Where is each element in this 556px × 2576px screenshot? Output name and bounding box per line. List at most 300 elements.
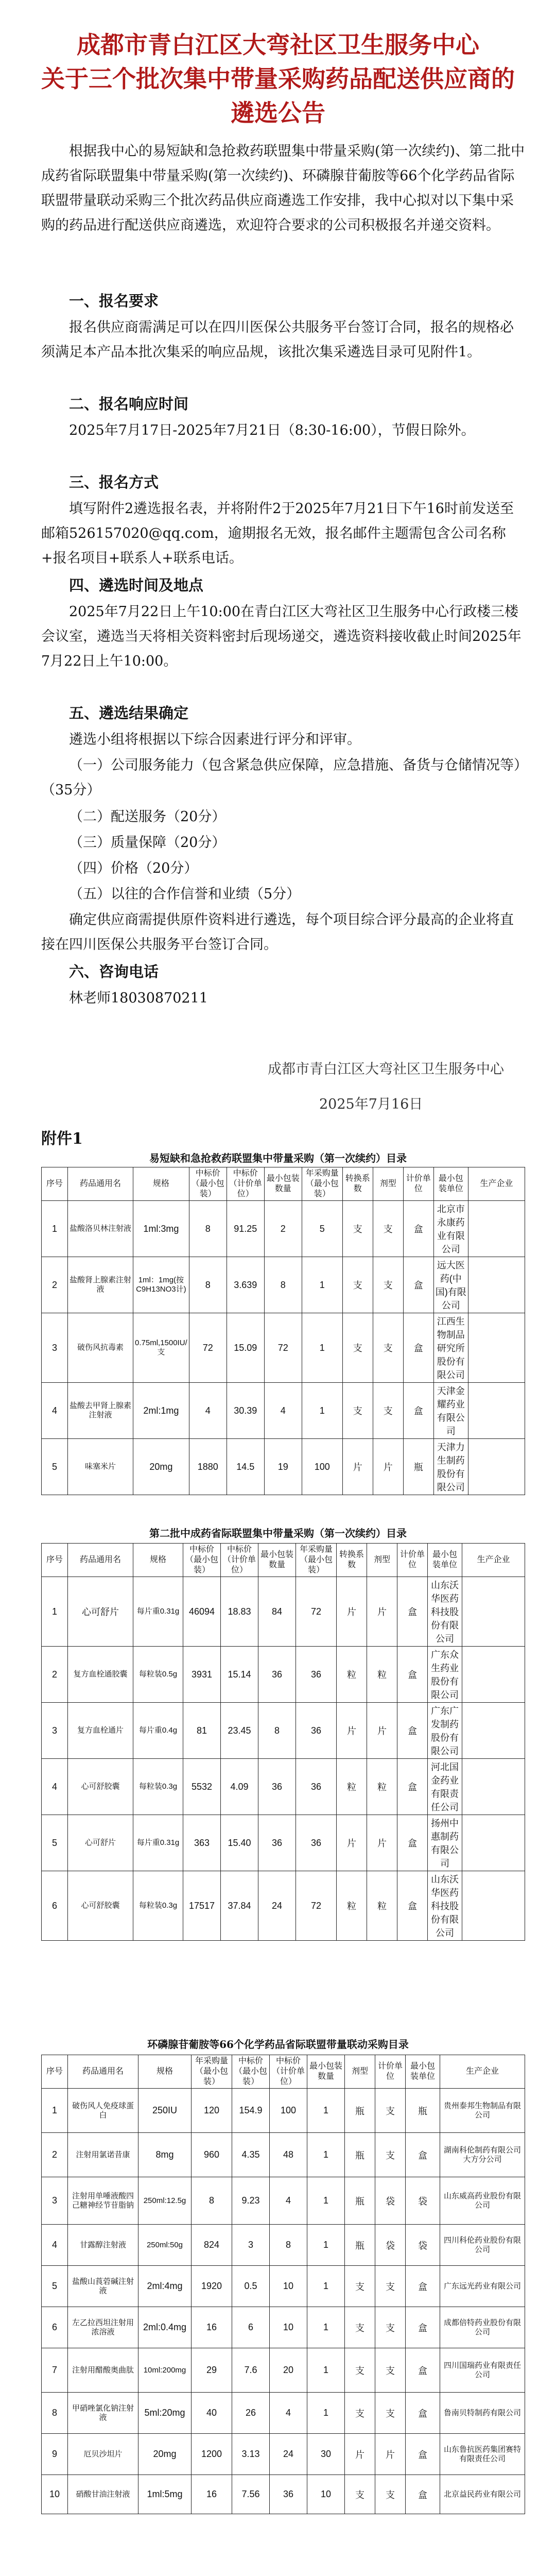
col-header: 年采购量（最小包装） [296, 1544, 337, 1577]
table-cell: 14.5 [227, 1439, 264, 1495]
signature-date: 2025年7月16日 [319, 1096, 423, 1112]
table-cell: 盒 [406, 2133, 440, 2177]
table-cell: 山东沃华医药科技股份有限公司 [428, 1577, 462, 1647]
table-cell: 支 [375, 2393, 406, 2434]
table-cell: 10 [307, 2475, 345, 2514]
table-cell: 四川科伦药业股份有限公司 [440, 2225, 525, 2266]
table-cell: 每片重0.31g [133, 1815, 183, 1871]
table-cell: 1 [307, 2089, 345, 2133]
table-cell: 硝酸甘油注射液 [68, 2475, 138, 2514]
table-cell: 7.56 [232, 2475, 270, 2514]
col-header: 中标价（计价单位） [221, 1544, 258, 1577]
col-header: 规格 [133, 1167, 189, 1201]
table-cell: 24 [258, 1871, 296, 1941]
table-cell: 支 [373, 1383, 403, 1439]
table-cell: 15.40 [221, 1815, 258, 1871]
col-header: 年采购量（最小包装） [302, 1167, 342, 1201]
table-cell: 湖南科伦制药有限公司大方分公司 [440, 2133, 525, 2177]
table-cell: 粒 [337, 1647, 367, 1703]
table-cell: 8 [42, 2393, 68, 2434]
col-header: 生产企业 [462, 1544, 525, 1577]
col-header: 中标价（最小包装） [189, 1167, 227, 1201]
table-cell: 1ml:3mg [133, 1201, 189, 1257]
table-cell: 瓶 [406, 2089, 440, 2133]
table-cell [468, 1201, 525, 1257]
table-cell: 5 [302, 1201, 342, 1257]
criteria-item: （五）以往的合作信誉和业绩（5分） [69, 886, 301, 902]
table-cell: 复方血栓通片 [68, 1703, 133, 1759]
table-cell: 3 [42, 1313, 68, 1383]
table-cell: 1 [42, 1577, 68, 1647]
table-cell: 支 [375, 2348, 406, 2393]
table-cell: 36 [258, 1759, 296, 1815]
table-cell: 注射用氯诺昔康 [68, 2133, 138, 2177]
table-cell [468, 1383, 525, 1439]
table-row [42, 1257, 525, 1313]
table-cell: 支 [373, 1201, 403, 1257]
table-cell: 36 [270, 2475, 307, 2514]
table-cell: 5 [42, 2266, 68, 2307]
table-cell: 1 [307, 2225, 345, 2266]
table-cell: 瓶 [345, 2177, 375, 2225]
table-cell: 广东众生药业股份有限公司 [428, 1647, 462, 1703]
table-cell: 片 [367, 1815, 397, 1871]
table-cell: 4 [189, 1383, 227, 1439]
table-cell: 120 [192, 2089, 232, 2133]
table-cell: 盐酸去甲肾上腺素注射液 [68, 1383, 133, 1439]
criteria-item: （二）配送服务（20分） [69, 809, 226, 825]
table-cell: 36 [296, 1647, 337, 1703]
table-cell: 72 [264, 1313, 302, 1383]
signature-org: 成都市青白江区大弯社区卫生服务中心 [268, 1061, 504, 1077]
table-cell [462, 1647, 525, 1703]
table-cell: 支 [345, 2348, 375, 2393]
table-cell [462, 1871, 525, 1941]
table-cell: 盐酸山莨菪碱注射液 [68, 2266, 138, 2307]
section5-note: 确定供应商需提供原件资料进行遴选，每个项目综合评分最高的企业将直接在四川医保公共服务平台签订合同。 [41, 912, 514, 953]
table-cell: 广东广发制药股份有限公司 [428, 1703, 462, 1759]
table-row [42, 1439, 525, 1495]
table-cell: 1ml:5mg [138, 2475, 192, 2514]
table-cell: 山东鲁抗医药集团赛特有限责任公司 [440, 2434, 525, 2475]
table-cell: 10 [42, 2475, 68, 2514]
table-cell: 1 [307, 2348, 345, 2393]
table-cell: 29 [192, 2348, 232, 2393]
table-cell: 8 [189, 1201, 227, 1257]
col-header: 计价单位 [403, 1167, 433, 1201]
table-row [42, 2434, 525, 2475]
table-cell: 20mg [138, 2434, 192, 2475]
table-header-row [42, 2055, 525, 2089]
col-header: 中标价（计价单位） [227, 1167, 264, 1201]
col-header: 序号 [42, 1167, 68, 1201]
table-cell: 2 [42, 1647, 68, 1703]
table-cell: 0.75ml,1500IU/支 [133, 1313, 189, 1383]
table-cell: 1ml：1mg(按C9H13NO3计) [133, 1257, 189, 1313]
table-cell: 支 [373, 1313, 403, 1383]
table-cell: 每粒装0.3g [133, 1871, 183, 1941]
table-cell: 盒 [406, 2307, 440, 2348]
table-cell: 10 [270, 2266, 307, 2307]
table-cell: 粒 [367, 1647, 397, 1703]
table-cell: 注射用醋酸奥曲肽 [68, 2348, 138, 2393]
table-cell: 3931 [183, 1647, 221, 1703]
table-cell: 山东沃华医药科技股份有限公司 [428, 1871, 462, 1941]
table-row [42, 1647, 525, 1703]
table-cell: 363 [183, 1815, 221, 1871]
table-cell: 盒 [397, 1871, 428, 1941]
table-cell: 1 [302, 1313, 342, 1383]
table-cell: 盒 [403, 1201, 433, 1257]
col-header: 计价单位 [375, 2055, 406, 2089]
table-cell: 北京益民药业有限公司 [440, 2475, 525, 2514]
table-cell: 盒 [406, 2475, 440, 2514]
col-header: 中标价（计价单位） [270, 2055, 307, 2089]
section5-heading: 五、遴选结果确定 [69, 704, 189, 722]
table-cell: 河北国金药业有限责任公司 [428, 1759, 462, 1815]
col-header: 中标价（最小包装） [183, 1544, 221, 1577]
col-header: 剂型 [345, 2055, 375, 2089]
table-cell: 4 [270, 2393, 307, 2434]
table-cell: 支 [375, 2133, 406, 2177]
table-cell: 4 [42, 1759, 68, 1815]
table-cell [462, 1577, 525, 1647]
table-cell [462, 1703, 525, 1759]
table-cell: 2 [42, 1257, 68, 1313]
table-cell: 960 [192, 2133, 232, 2177]
table-cell: 盒 [406, 2348, 440, 2393]
section1-text: 报名供应商需满足可以在四川医保公共服务平台签订合同，报名的规格必须满足本产品本批次集采的响应品规，该批次集采遴选目录可见附件1。 [41, 319, 514, 360]
table-cell: 36 [296, 1815, 337, 1871]
table-cell: 8 [258, 1703, 296, 1759]
table-cell: 支 [375, 2307, 406, 2348]
table-cell: 瓶 [345, 2133, 375, 2177]
table-cell: 4 [264, 1383, 302, 1439]
table3 [41, 2055, 525, 2514]
table-cell: 心可舒片 [68, 1577, 133, 1647]
table-cell [468, 1439, 525, 1495]
table-cell: 36 [258, 1815, 296, 1871]
table-cell: 4 [42, 2225, 68, 2266]
table-cell: 片 [345, 2434, 375, 2475]
table-cell: 4 [42, 1383, 68, 1439]
table-cell: 支 [345, 2475, 375, 2514]
table-row [42, 1759, 525, 1815]
table-cell: 1 [302, 1383, 342, 1439]
table-cell: 7.6 [232, 2348, 270, 2393]
col-header: 生产企业 [468, 1167, 525, 1201]
table-cell: 1200 [192, 2434, 232, 2475]
table-cell: 支 [345, 2307, 375, 2348]
table-row [42, 1871, 525, 1941]
table-cell: 5 [42, 1439, 68, 1495]
table-cell: 味塞米片 [68, 1439, 133, 1495]
col-header: 序号 [42, 2055, 68, 2089]
table-cell: 10 [270, 2307, 307, 2348]
table-row [42, 2393, 525, 2434]
table-cell: 100 [302, 1439, 342, 1495]
table-cell: 48 [270, 2133, 307, 2177]
table-cell: 7 [42, 2348, 68, 2393]
table-cell: 支 [345, 2266, 375, 2307]
table-cell: 84 [258, 1577, 296, 1647]
table-cell: 72 [189, 1313, 227, 1383]
table-cell: 粒 [367, 1871, 397, 1941]
section1-heading: 一、报名要求 [69, 292, 159, 310]
criteria-item: （一）公司服务能力（包含紧急供应保障，应急措施、备货与仓储情况等）（35分） [41, 757, 521, 798]
table-cell: 250IU [138, 2089, 192, 2133]
table-cell: 4.35 [232, 2133, 270, 2177]
col-header: 规格 [138, 2055, 192, 2089]
table-cell [462, 1759, 525, 1815]
table-cell: 1 [302, 1257, 342, 1313]
table-cell: 片 [367, 1703, 397, 1759]
criteria-item: （三）质量保障（20分） [69, 835, 226, 851]
col-header: 序号 [42, 1544, 68, 1577]
table-cell: 16 [192, 2307, 232, 2348]
table-cell: 盒 [403, 1313, 433, 1383]
col-header: 最小包装数量 [307, 2055, 345, 2089]
table-cell: 23.45 [221, 1703, 258, 1759]
section2-text: 2025年7月17日-2025年7月21日（8:30-16:00），节假日除外。 [69, 422, 475, 438]
col-header: 药品通用名 [68, 2055, 138, 2089]
table-cell: 72 [296, 1577, 337, 1647]
table-cell: 厄贝沙坦片 [68, 2434, 138, 2475]
table-row [42, 2348, 525, 2393]
table-row [42, 2133, 525, 2177]
table-cell: 每片重0.31g [133, 1577, 183, 1647]
table-cell: 注射用单唾液酸四己糖神经节苷脂钠 [68, 2177, 138, 2225]
table-cell: 3 [42, 1703, 68, 1759]
table-cell: 5ml:20mg [138, 2393, 192, 2434]
table-cell [468, 1313, 525, 1383]
col-header: 转换系数 [337, 1544, 367, 1577]
table-header-row [42, 1167, 525, 1201]
table-cell: 支 [342, 1201, 373, 1257]
col-header: 计价单位 [397, 1544, 428, 1577]
col-header: 转换系数 [342, 1167, 373, 1201]
col-header: 年采购量（最小包装） [192, 2055, 232, 2089]
table-row [42, 2089, 525, 2133]
table-cell: 盒 [406, 2393, 440, 2434]
table-cell: 1 [307, 2307, 345, 2348]
table-cell: 1 [42, 2089, 68, 2133]
table-cell: 10ml:200mg [138, 2348, 192, 2393]
table-cell: 2ml:0.4mg [138, 2307, 192, 2348]
table-cell: 支 [373, 1257, 403, 1313]
section4-heading: 四、遴选时间及地点 [69, 577, 204, 594]
table-cell: 瓶 [403, 1439, 433, 1495]
table-cell: 甲硝唑氯化钠注射液 [68, 2393, 138, 2434]
table-cell: 91.25 [227, 1201, 264, 1257]
table-cell: 0.5 [232, 2266, 270, 2307]
table-cell: 18.83 [221, 1577, 258, 1647]
table-cell: 瓶 [345, 2089, 375, 2133]
doc-title-line3: 遴选公告 [231, 99, 325, 127]
table-cell: 盒 [403, 1257, 433, 1313]
table-cell: 每片重0.4g [133, 1703, 183, 1759]
table-cell: 3.639 [227, 1257, 264, 1313]
table-cell: 天津力生制药股份有限公司 [433, 1439, 468, 1495]
table-cell: 破伤风抗毒素 [68, 1313, 133, 1383]
section3-heading: 三、报名方式 [69, 473, 159, 491]
table-cell: 1 [307, 2133, 345, 2177]
table-cell: 片 [375, 2434, 406, 2475]
table-cell: 天津金耀药业有限公司 [433, 1383, 468, 1439]
table-cell: 瓶 [345, 2225, 375, 2266]
table-cell: 盒 [403, 1383, 433, 1439]
col-header: 中标价（最小包装） [232, 2055, 270, 2089]
table-cell: 每粒装0.5g [133, 1647, 183, 1703]
table-cell: 贵州泰邦生物制品有限公司 [440, 2089, 525, 2133]
table-cell: 30 [307, 2434, 345, 2475]
doc-title-line1: 成都市青白江区大弯社区卫生服务中心 [77, 31, 479, 59]
table-cell: 江西生物制品研究所股份有限公司 [433, 1313, 468, 1383]
table-cell: 154.9 [232, 2089, 270, 2133]
table-cell: 9.23 [232, 2177, 270, 2225]
table-cell: 46094 [183, 1577, 221, 1647]
col-header: 最小包装单位 [433, 1167, 468, 1201]
table-cell: 支 [342, 1257, 373, 1313]
table-cell: 24 [270, 2434, 307, 2475]
table-cell: 盒 [397, 1577, 428, 1647]
table-cell: 40 [192, 2393, 232, 2434]
table-cell: 盒 [397, 1703, 428, 1759]
col-header: 药品通用名 [68, 1167, 133, 1201]
table-cell: 37.84 [221, 1871, 258, 1941]
table-cell: 支 [375, 2089, 406, 2133]
table-cell: 1 [307, 2266, 345, 2307]
table-cell: 36 [258, 1647, 296, 1703]
table-cell: 250ml:50g [138, 2225, 192, 2266]
table-cell: 心可舒胶囊 [68, 1759, 133, 1815]
table-cell: 8 [270, 2225, 307, 2266]
col-header: 生产企业 [440, 2055, 525, 2089]
table-row [42, 2266, 525, 2307]
table-cell: 20mg [133, 1439, 189, 1495]
table-cell: 1920 [192, 2266, 232, 2307]
table-cell: 36 [296, 1703, 337, 1759]
attachment1-label: 附件1 [41, 1130, 83, 1148]
table-cell: 四川国瑞药业有限责任公司 [440, 2348, 525, 2393]
table-cell: 心可舒片 [68, 1815, 133, 1871]
table-cell: 袋 [406, 2225, 440, 2266]
table-row [42, 2307, 525, 2348]
table-cell: 2 [42, 2133, 68, 2177]
col-header: 最小包装数量 [258, 1544, 296, 1577]
table1-caption: 易短缺和急抢救药联盟集中带量采购（第一次续约）目录 [149, 1152, 407, 1164]
table2-caption: 第二批中成药省际联盟集中带量采购（第一次续约）目录 [149, 1527, 407, 1539]
col-header: 剂型 [373, 1167, 403, 1201]
table-row [42, 1703, 525, 1759]
table-cell: 盐酸肾上腺素注射液 [68, 1257, 133, 1313]
table-cell: 2ml:1mg [133, 1383, 189, 1439]
table-cell: 片 [337, 1815, 367, 1871]
table-cell [462, 1815, 525, 1871]
table-cell: 5532 [183, 1759, 221, 1815]
table-cell: 鲁南贝特制药有限公司 [440, 2393, 525, 2434]
col-header: 最小包装单位 [428, 1544, 462, 1577]
table-cell: 粒 [367, 1759, 397, 1815]
table-cell: 36 [296, 1759, 337, 1815]
table-cell: 8 [264, 1257, 302, 1313]
table-cell: 250ml:12.5g [138, 2177, 192, 2225]
table-cell: 左乙拉西坦注射用浓溶液 [68, 2307, 138, 2348]
table-cell: 袋 [375, 2177, 406, 2225]
col-header: 最小包装单位 [406, 2055, 440, 2089]
table-cell: 1 [42, 1201, 68, 1257]
section2-heading: 二、报名响应时间 [69, 395, 189, 413]
table-row [42, 1383, 525, 1439]
table-row [42, 2177, 525, 2225]
table-cell: 100 [270, 2089, 307, 2133]
table-cell: 8 [189, 1257, 227, 1313]
table-cell: 5 [42, 1815, 68, 1871]
table-cell: 3 [232, 2225, 270, 2266]
table3-caption: 环磷腺苷葡胺等66个化学药品省际联盟带量联动采购目录 [147, 2038, 409, 2050]
table-cell: 3.13 [232, 2434, 270, 2475]
table-cell: 破伤风人免疫球蛋白 [68, 2089, 138, 2133]
table-header-row [42, 1544, 525, 1577]
section6-heading: 六、咨询电话 [69, 963, 159, 980]
table-cell: 广东远光药业有限公司 [440, 2266, 525, 2307]
table-cell: 袋 [375, 2225, 406, 2266]
table-cell: 8mg [138, 2133, 192, 2177]
table-cell: 支 [342, 1313, 373, 1383]
table-cell: 复方血栓通胶囊 [68, 1647, 133, 1703]
table-cell: 片 [373, 1439, 403, 1495]
table-cell: 26 [232, 2393, 270, 2434]
table-cell: 盒 [397, 1759, 428, 1815]
table-cell: 盒 [397, 1815, 428, 1871]
table-cell: 山东威高药业股份有限公司 [440, 2177, 525, 2225]
table-row [42, 2475, 525, 2514]
table-cell: 1 [307, 2177, 345, 2225]
criteria-item: （四）价格（20分） [69, 860, 198, 876]
table-cell: 片 [337, 1577, 367, 1647]
table-cell: 北京市永康药业有限公司 [433, 1201, 468, 1257]
table-cell: 粒 [337, 1871, 367, 1941]
table-cell: 6 [232, 2307, 270, 2348]
section4-text: 2025年7月22日上午10:00在青白江区大弯社区卫生服务中心行政楼三楼会议室，遴选当天将相关资料密封后现场递交，遴选资料接收截止时间2025年7月22日上午10:00。 [41, 604, 522, 669]
table-cell: 15.09 [227, 1313, 264, 1383]
table-cell: 袋 [406, 2177, 440, 2225]
table1 [41, 1167, 525, 1495]
table-cell: 8 [192, 2177, 232, 2225]
col-header: 最小包装数量 [264, 1167, 302, 1201]
col-header: 规格 [133, 1544, 183, 1577]
doc-title-line2: 关于三个批次集中带量采购药品配送供应商的 [41, 65, 515, 93]
table-row [42, 1815, 525, 1871]
table-cell: 片 [337, 1703, 367, 1759]
table-cell: 片 [342, 1439, 373, 1495]
table-cell: 72 [296, 1871, 337, 1941]
table-cell: 16 [192, 2475, 232, 2514]
table-cell: 支 [375, 2475, 406, 2514]
table-cell: 15.14 [221, 1647, 258, 1703]
table-cell: 盒 [406, 2266, 440, 2307]
intro-paragraph: 根据我中心的易短缺和急抢救药联盟集中带量采购(第一次续约)、第二批中成药省际联盟集中带量采购(第一次续约)、环磷腺苷葡胺等66个化学药品省际联盟带量联动采购三个批次药品供应商遴选工作安排，我中心拟对以下集中采购的药品进行配送供应商遴选，欢迎符合要求的公司积极报名并递交资料。 [41, 143, 525, 233]
table-row [42, 1313, 525, 1383]
table-cell: 心可舒胶囊 [68, 1871, 133, 1941]
table-cell: 9 [42, 2434, 68, 2475]
table-cell: 粒 [337, 1759, 367, 1815]
table2 [41, 1543, 525, 1941]
section5-text: 遴选小组将根据以下综合因素进行评分和评审。 [69, 732, 361, 748]
section3-text: 填写附件2遴选报名表，并将附件2于2025年7月21日下午16时前发送至邮箱526157020@qq.com，逾期报名无效，报名邮件主题需包含公司名称+报名项目+联系人+联系电话。 [41, 501, 514, 566]
table-cell: 成都倍特药业股份有限公司 [440, 2307, 525, 2348]
table-row [42, 1577, 525, 1647]
